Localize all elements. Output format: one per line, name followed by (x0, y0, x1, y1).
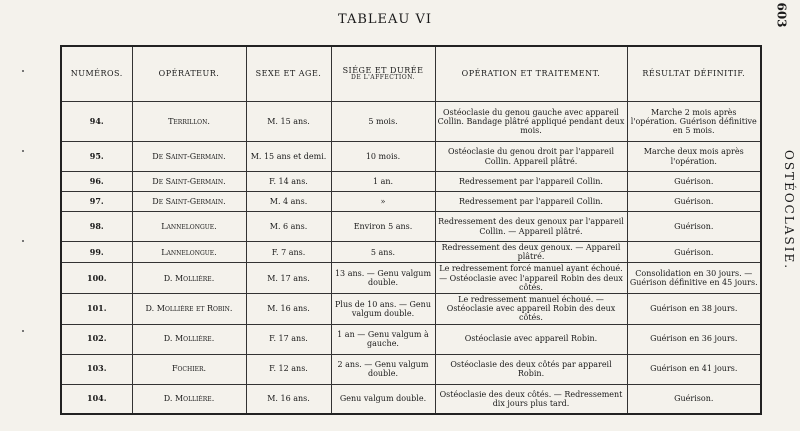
header-resultat: RÉSULTAT DÉFINITIF. (627, 46, 761, 102)
margin-dot (22, 70, 24, 72)
cell-numero: 98. (61, 212, 132, 242)
cell-operation: Ostéoclasie des deux côtés par appareil Robin. (435, 354, 627, 384)
data-table (60, 45, 762, 415)
cell-sexe-age: M. 16 ans. (246, 384, 331, 414)
cell-siege: Plus de 10 ans. — Genu valgum double. (331, 293, 435, 324)
table-row (61, 172, 761, 192)
cell-sexe-age: F. 12 ans. (246, 354, 331, 384)
cell-resultat: Guérison en 38 jours. (627, 293, 761, 324)
cell-sexe-age: M. 4 ans. (246, 192, 331, 212)
cell-resultat: Guérison. (627, 192, 761, 212)
cell-siege: 1 an — Genu valgum à gauche. (331, 324, 435, 354)
header-siege-main: SIÉGE ET DURÉE (342, 65, 424, 75)
margin-dot (22, 330, 24, 332)
cell-sexe-age: M. 17 ans. (246, 263, 331, 294)
cell-siege: Genu valgum double. (331, 384, 435, 414)
cell-resultat: Marche deux mois après l'opération. (627, 142, 761, 172)
table-row (61, 212, 761, 242)
cell-numero: 99. (61, 242, 132, 263)
cell-sexe-age: F. 14 ans. (246, 172, 331, 192)
header-siege-sub: DE L'AFFECTION. (351, 74, 415, 82)
cell-siege: 1 an. (331, 172, 435, 192)
cell-operateur: D. Mollière. (132, 263, 246, 294)
cell-operateur: De Saint-Germain. (132, 192, 246, 212)
table-row (61, 102, 761, 142)
header-operation: OPÉRATION ET TRAITEMENT. (435, 46, 627, 102)
table-row (61, 242, 761, 263)
cell-operation: Ostéoclasie des deux côtés. — Redressement dix jours plus tard. (435, 384, 627, 414)
cell-numero: 100. (61, 263, 132, 294)
cell-operateur: D. Mollière. (132, 384, 246, 414)
cell-sexe-age: M. 6 ans. (246, 212, 331, 242)
cell-operateur: De Saint-Germain. (132, 142, 246, 172)
cell-operateur: D. Mollière et Robin. (132, 293, 246, 324)
page-title: TABLEAU VI (337, 12, 433, 27)
cell-numero: 104. (61, 384, 132, 414)
cell-operation: Le redressement manuel échoué. — Ostéoclasie avec appareil Robin des deux côtés. (435, 293, 627, 324)
cell-operation: Redressement par l'appareil Collin. (435, 192, 627, 212)
cell-operation: Ostéoclasie du genou gauche avec appareil Collin. Bandage plâtré appliqué pendant deux mois. (435, 102, 627, 142)
side-label: OSTÉOCLASIE. (782, 150, 796, 271)
header-numero: NUMÉROS. (61, 46, 132, 102)
cell-resultat: Guérison. (627, 242, 761, 263)
cell-operateur: D. Mollière. (132, 324, 246, 354)
table-row (61, 263, 761, 294)
cell-numero: 101. (61, 293, 132, 324)
header-operateur: OPÉRATEUR. (132, 46, 246, 102)
cell-siege: 10 mois. (331, 142, 435, 172)
margin-dot (22, 240, 24, 242)
cell-operation: Ostéoclasie avec appareil Robin. (435, 324, 627, 354)
cell-operateur: Lannelongue. (132, 212, 246, 242)
cell-resultat: Guérison. (627, 384, 761, 414)
cell-siege: 5 ans. (331, 242, 435, 263)
cell-operateur: Terrillon. (132, 102, 246, 142)
cell-sexe-age: M. 15 ans. (246, 102, 331, 142)
header-siege (331, 46, 435, 102)
page-number: 603 (774, 2, 789, 28)
cell-operateur: De Saint-Germain. (132, 172, 246, 192)
table-row (61, 293, 761, 324)
table-row (61, 354, 761, 384)
cell-sexe-age: F. 7 ans. (246, 242, 331, 263)
cell-numero: 103. (61, 354, 132, 384)
cell-numero: 95. (61, 142, 132, 172)
cell-numero: 102. (61, 324, 132, 354)
cell-sexe-age: F. 17 ans. (246, 324, 331, 354)
cell-operation: Redressement des deux genoux. — Appareil plâtré. (435, 242, 627, 263)
cell-resultat: Guérison. (627, 212, 761, 242)
margin-dot (22, 150, 24, 152)
header-sexe-age: SEXE ET AGE. (246, 46, 331, 102)
table-row (61, 192, 761, 212)
cell-siege: Environ 5 ans. (331, 212, 435, 242)
cell-sexe-age: M. 15 ans et demi. (246, 142, 331, 172)
cell-resultat: Consolidation en 30 jours. — Guérison définitive en 45 jours. (627, 263, 761, 294)
cell-resultat: Guérison en 36 jours. (627, 324, 761, 354)
cell-numero: 94. (61, 102, 132, 142)
table-row (61, 142, 761, 172)
cell-operation: Ostéoclasie du genou droit par l'appareil Collin. Appareil plâtré. (435, 142, 627, 172)
table-header-row (61, 46, 761, 102)
cell-siege: 2 ans. — Genu valgum double. (331, 354, 435, 384)
cell-resultat: Guérison. (627, 172, 761, 192)
cell-operation: Redressement des deux genoux par l'appareil Collin. — Appareil plâtré. (435, 212, 627, 242)
cell-operation: Le redressement forcé manuel ayant échoué. — Ostéoclasie avec l'appareil Robin des deux côtés. (435, 263, 627, 294)
cell-operateur: Lannelongue. (132, 242, 246, 263)
cell-numero: 97. (61, 192, 132, 212)
cell-siege: 5 mois. (331, 102, 435, 142)
cell-sexe-age: M. 16 ans. (246, 293, 331, 324)
cell-operation: Redressement par l'appareil Collin. (435, 172, 627, 192)
table-row (61, 324, 761, 354)
cell-numero: 96. (61, 172, 132, 192)
table-row (61, 384, 761, 414)
cell-resultat: Marche 2 mois après l'opération. Guérison définitive en 5 mois. (627, 102, 761, 142)
cell-siege: » (331, 192, 435, 212)
cell-siege: 13 ans. — Genu valgum double. (331, 263, 435, 294)
cell-operateur: Fochier. (132, 354, 246, 384)
cell-resultat: Guérison en 41 jours. (627, 354, 761, 384)
